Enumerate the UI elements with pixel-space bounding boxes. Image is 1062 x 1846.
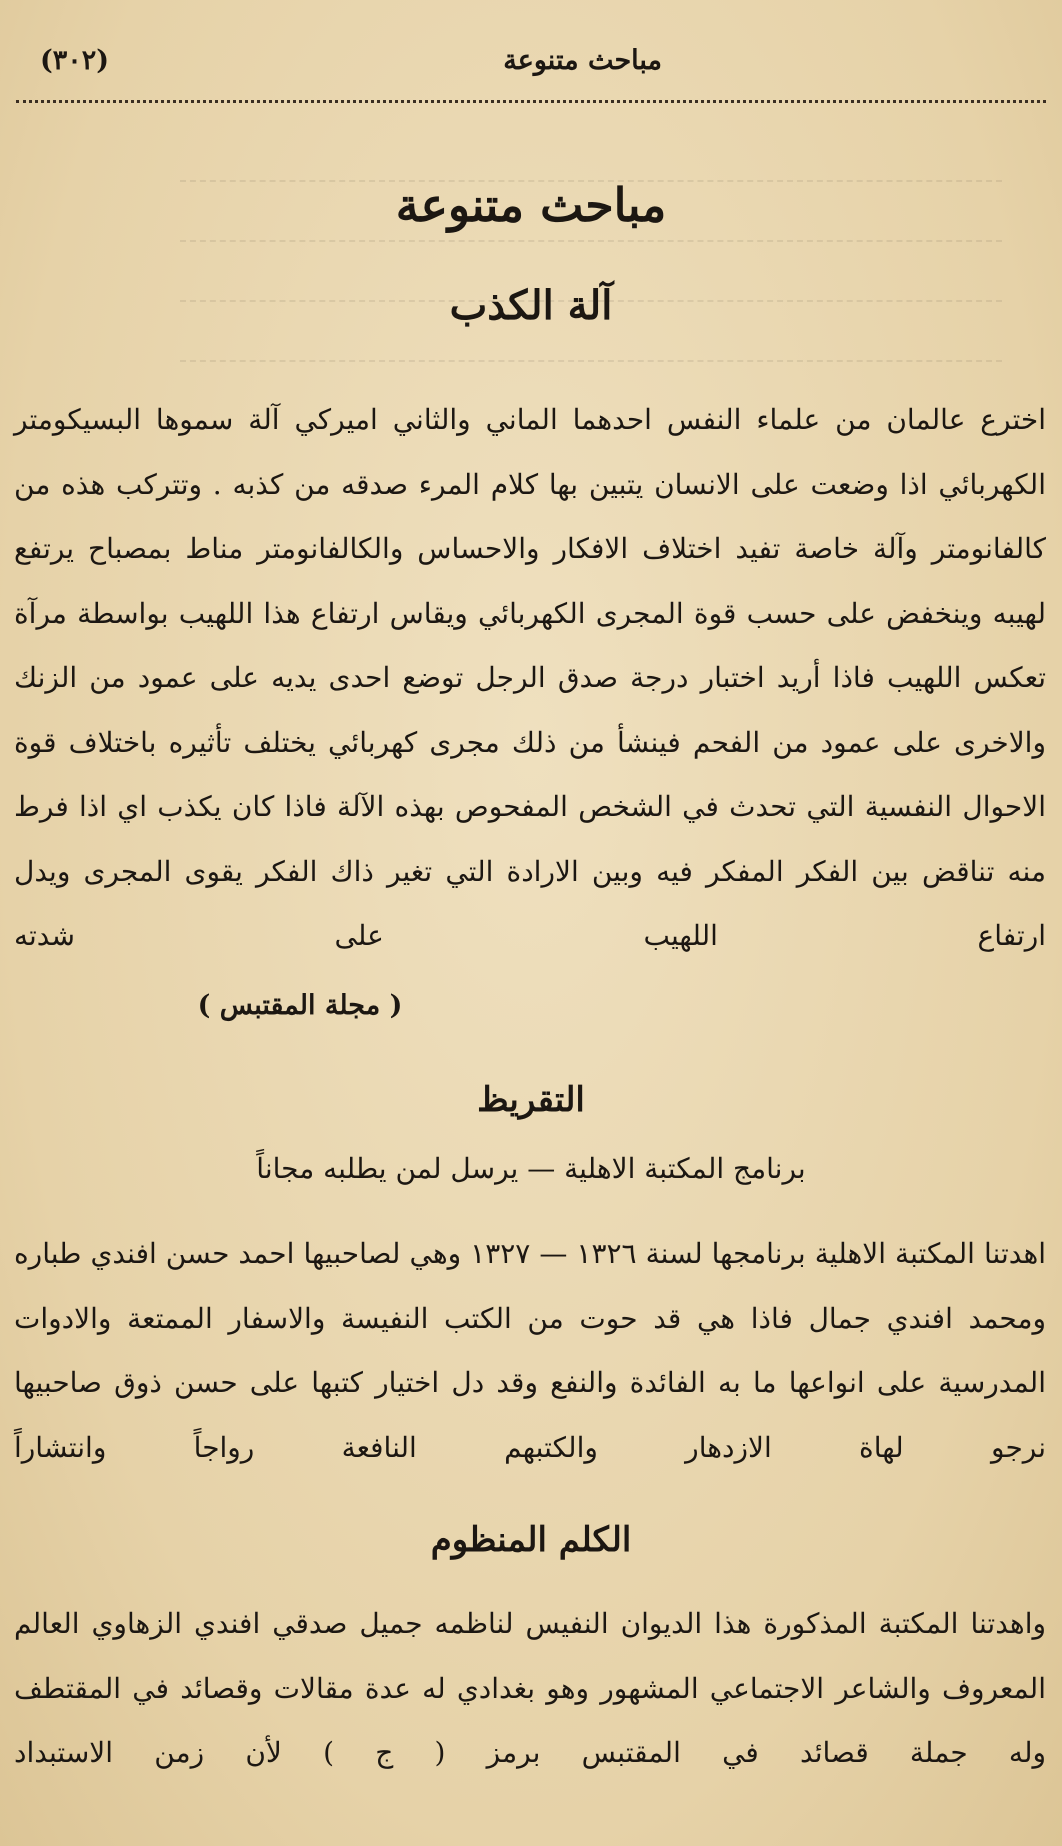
review-title: التقريظ (477, 1080, 585, 1120)
article-body: اخترع عالمان من علماء النفس احدهما الماني والثاني اميركي آلة سموها البسيكومتر الكهربائي اذا وضعت على الانسان يتبين بها كلام المرء صدقه من كذبه . وتتركب هذه من كالفانومتر وآلة خاصة تفيد اختلاف الافكار والاحساس والكالفانومتر مناط بمصباح يرتفع لهيبه وينخفض على حسب قوة المجرى الكهربائي ويقاس ارتفاع هذا اللهيب بواسطة مرآة تعكس اللهيب فاذا أريد اختبار درجة صدق الرجل توضع احدى يديه على عمود من الزنك والاخرى على عمود من الفحم فينشأ من ذلك مجرى كهربائي يختلف تأثيره باختلاف قوة الاحوال النفسية التي تحدث في الشخص المفحوص بهذه الآلة فاذا كان يكذب اي اذا فرط منه تناقض بين الفكر المفكر فيه وبين الارادة التي تغير ذاك الفكر يقوى المجرى ويدل ارتفاع اللهيب على شدته (14, 403, 1046, 952)
page-number: (٣٠٢) (40, 44, 110, 76)
review-subtitle: برنامج المكتبة الاهلية — يرسل لمن يطلبه مجاناً (256, 1152, 806, 1185)
running-title: مباحث متنوعة (503, 44, 662, 76)
show-through-text (180, 122, 1002, 382)
article-title: آلة الكذب (449, 282, 613, 329)
article-source: ( مجلة المقتبس ) (197, 990, 403, 1021)
section-title: مباحث متنوعة (395, 178, 667, 232)
running-header (40, 34, 992, 86)
header-rule (16, 100, 1046, 103)
review-body: اهدتنا المكتبة الاهلية برنامجها لسنة ١٣٢٦ — ١٣٢٧ وهي لصاحبيها احمد حسن افندي طباره ومحمد افندي جمال فاذا هي قد حوت من الكتب النفيسة والاسفار الممتعة والادوات المدرسية على انواعها ما به الفائدة والنفع وقد دل اختيار كتبها على حسن ذوق صاحبيها نرجو لهاة الازدهار والكتبهم النافعة رواجاً وانتشاراً (14, 1237, 1046, 1464)
poetry-body: واهدتنا المكتبة المذكورة هذا الديوان النفيس لناظمه جميل صدقي افندي الزهاوي العالم المعروف والشاعر الاجتماعي المشهور وهو بغدادي له عدة مقالات وقصائد في المقتطف وله جملة قصائد في المقتبس برمز ( ج ) لأن زمن الاستبداد (14, 1607, 1046, 1769)
poetry-title: الكلم المنظوم (430, 1520, 632, 1560)
